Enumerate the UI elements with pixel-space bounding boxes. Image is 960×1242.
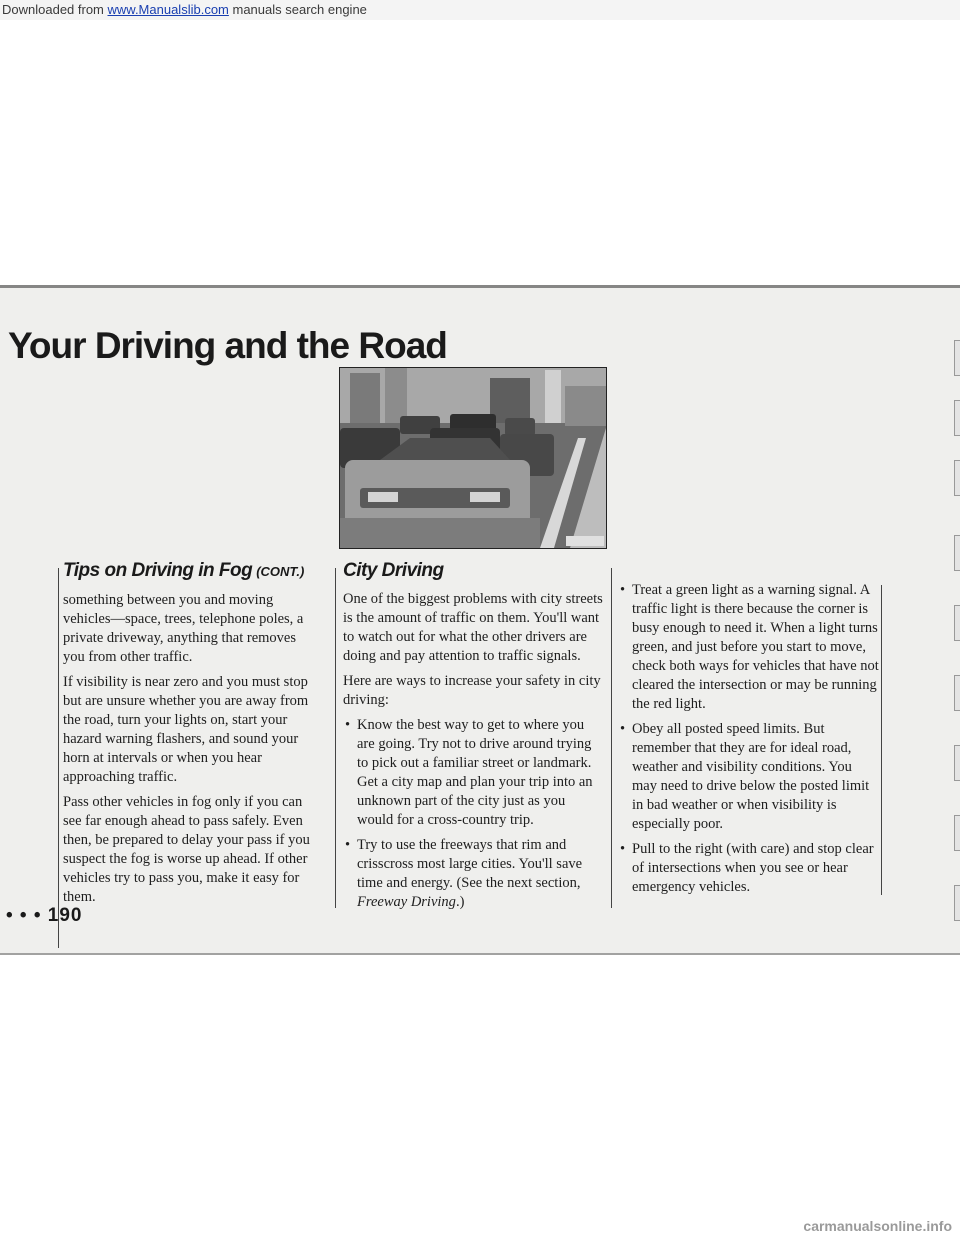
city-driving-heading: City Driving <box>343 560 444 581</box>
page-number <box>6 905 83 927</box>
list-item: • Pull to the right (with care) and stop clear of intersections when you see or hear emergency vehicles. <box>618 840 880 897</box>
page-number-dots: • • • <box>6 905 42 926</box>
manual-page <box>0 285 960 955</box>
city-driving-column <box>343 561 605 918</box>
fog-tips-title: Tips on Driving in Fog <box>63 560 253 581</box>
page-bottom-rule <box>0 953 960 955</box>
list-item: • Treat a green light as a warning signal. A traffic light is there because the corner is busy enough to need it. When a light turns green, and just before you start to move, check both ways for vehicles that have not cleared the intersection or may be running the red light. <box>618 581 880 714</box>
left-column-divider <box>58 568 59 948</box>
edge-tab-marker <box>954 605 960 641</box>
list-item <box>343 836 605 912</box>
edge-tab-marker <box>954 675 960 711</box>
edge-tab-marker <box>954 885 960 921</box>
fog-paragraph: something between you and moving vehicles—space, trees, telephone poles, a private driveway, anything that removes you from other traffic. <box>63 592 304 665</box>
fog-paragraph: If visibility is near zero and you must stop but are unsure whether you are away from the road, turn your lights on, start your hazard warning flashers, and sound your horn at intervals or when you hear approaching traffic. <box>63 674 309 785</box>
edge-tab-marker <box>954 815 960 851</box>
freeway-driving-reference: Freeway Driving <box>357 894 456 910</box>
city-tips-list-continued <box>618 581 880 897</box>
watermark: carmanualsonline.info <box>803 1218 952 1234</box>
edge-tab-marker <box>954 400 960 436</box>
freeway-tip-end: .) <box>455 894 465 910</box>
download-bar <box>0 0 960 20</box>
page-top-rule <box>0 285 960 288</box>
fog-tips-continued: (CONT.) <box>256 564 305 579</box>
edge-tab-marker <box>954 745 960 781</box>
page-number-value: 190 <box>47 905 83 926</box>
edge-tab-marker <box>954 460 960 496</box>
city-tips-continued-column <box>618 581 880 903</box>
fog-tips-heading <box>63 561 321 581</box>
download-suffix: manuals search engine <box>228 2 367 17</box>
city-paragraph: Here are ways to increase your safety in city driving: <box>343 673 601 708</box>
list-item: • Know the best way to get to where you are going. Try not to drive around trying to pick out a familiar street or landmark. Get a city map and plan your trip into an unknown part of the city just as you would for a cross-country trip. <box>343 716 605 830</box>
fog-tips-column <box>63 561 321 913</box>
fog-paragraph: Pass other vehicles in fog only if you can see far enough ahead to pass safely. Even then, be prepared to delay your pass if you suspect the fog is worse up ahead. If other vehicles try to pass you, make it easy for them. <box>63 794 310 905</box>
edge-tab-marker <box>954 535 960 571</box>
city-traffic-photo <box>339 367 607 549</box>
middle-right-divider <box>611 568 612 908</box>
manualslib-link[interactable]: www.Manualslib.com <box>107 2 229 17</box>
city-paragraph: One of the biggest problems with city streets is the amount of traffic on them. You'll want to watch out for what the other drivers are doing and pay attention to traffic signals. <box>343 591 603 664</box>
list-item: • Obey all posted speed limits. But remember that they are for ideal road, weather and visibility conditions. You may need to drive below the posted limit in bad weather or when visibility is especially poor. <box>618 720 880 834</box>
download-prefix: Downloaded from <box>2 2 108 17</box>
middle-column-divider <box>335 568 336 908</box>
right-column-divider <box>881 585 882 895</box>
city-tips-list <box>343 716 605 912</box>
edge-tab-marker <box>954 340 960 376</box>
freeway-tip-text: Try to use the freeways that rim and crisscross most large cities. You'll save time and energy. (See the next section, <box>357 837 583 891</box>
chapter-title: Your Driving and the Road <box>8 325 447 366</box>
